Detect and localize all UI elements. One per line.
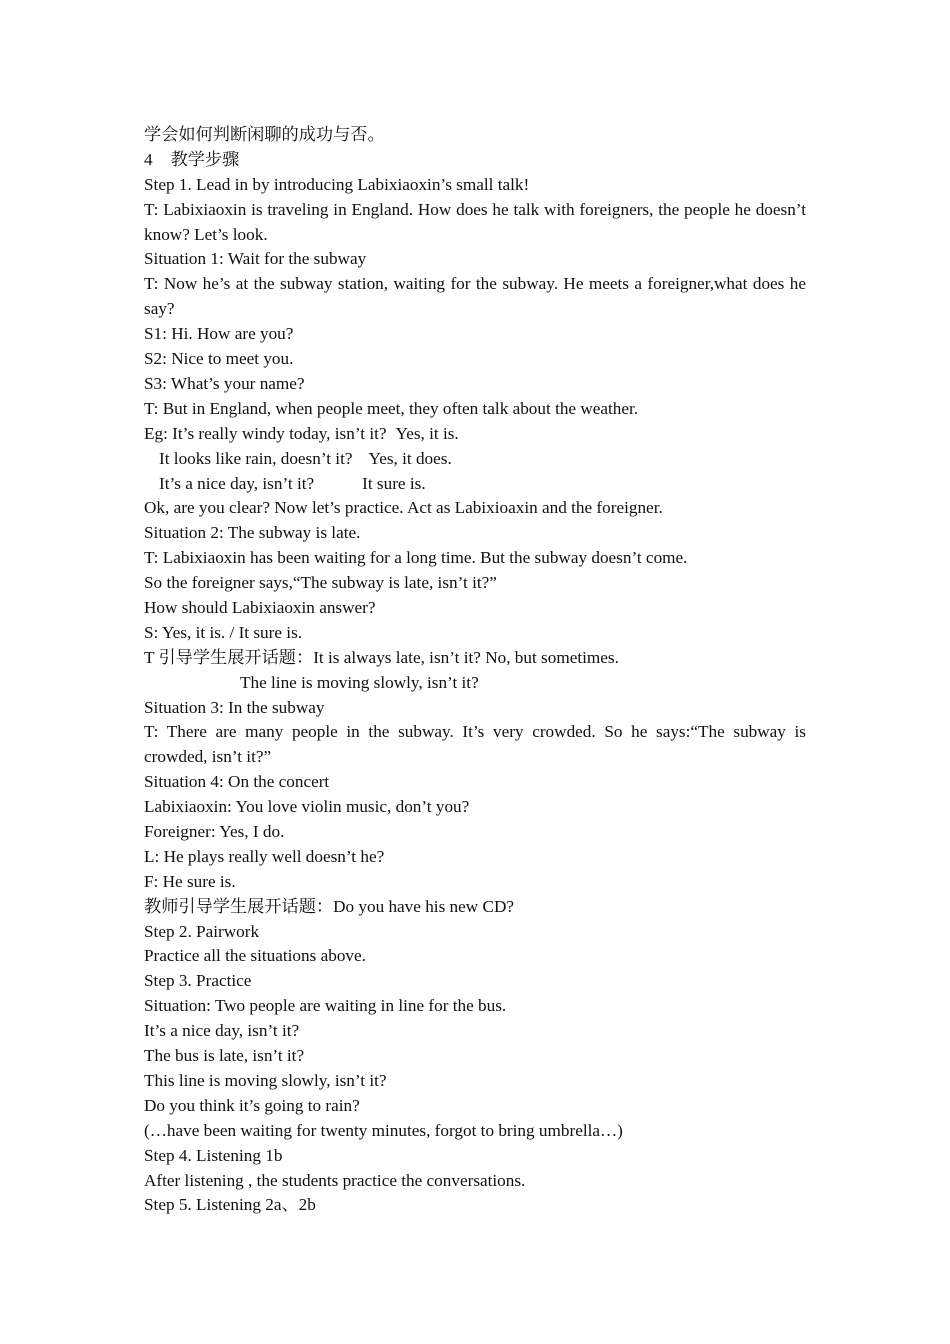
text-line: How should Labixiaoxin answer? [144, 597, 376, 617]
text-line: It’s a nice day, isn’t it? [144, 1021, 300, 1041]
situation-heading: Situation 1: Wait for the subway [144, 249, 367, 269]
text-line: (…have been waiting for twenty minutes, forgot to bring umbrella…) [144, 1120, 623, 1140]
text-line: S1: Hi. How are you? [144, 324, 294, 344]
english-text: It is always late, isn’t it? No, but sometimes. [313, 647, 619, 667]
text-line: Labixiaoxin: You love violin music, don’t you? [144, 797, 470, 817]
text-line: L: He plays really well doesn’t he? [144, 846, 385, 866]
example-line [144, 422, 806, 447]
english-text: Do you have his new CD? [333, 896, 514, 916]
text-line: Situation: Two people are waiting in line for the bus. [144, 996, 507, 1016]
situation-heading: Situation 2: The subway is late. [144, 523, 361, 543]
example-question: It looks like rain, doesn’t it? [159, 448, 353, 468]
paragraph: T: Now he’s at the subway station, waiting for the subway. He meets a foreigner,what does he say? [144, 274, 806, 319]
situation-heading: Situation 3: In the subway [144, 697, 325, 717]
text-line [144, 646, 806, 671]
situation-heading: Situation 4: On the concert [144, 772, 330, 792]
text-line: So the foreigner says,“The subway is late, isn’t it?” [144, 573, 497, 593]
example-question: Eg: It’s really windy today, isn’t it? [144, 423, 387, 443]
text-line: 学会如何判断闲聊的成功与否。 [144, 125, 385, 144]
text-line: The line is moving slowly, isn’t it? [240, 672, 479, 692]
text-line: Do you think it’s going to rain? [144, 1095, 360, 1115]
step-heading: Step 5. Listening 2a、2b [144, 1195, 316, 1215]
text-line: T: Labixiaoxin has been waiting for a long time. But the subway doesn’t come. [144, 548, 688, 568]
text-line: Ok, are you clear? Now let’s practice. Act as Labixioaxin and the foreigner. [144, 498, 663, 518]
text-line: Foreigner: Yes, I do. [144, 822, 285, 842]
document-body [144, 123, 806, 1218]
example-line [144, 472, 806, 497]
example-question: It’s a nice day, isn’t it? [159, 473, 315, 493]
section-heading [144, 148, 806, 173]
text-line: T: But in England, when people meet, they often talk about the weather. [144, 398, 639, 418]
example-answer: Yes, it is. [395, 423, 459, 443]
step-heading: Step 2. Pairwork [144, 921, 260, 941]
section-title: 教学步骤 [170, 149, 240, 169]
step-heading: Step 4. Listening 1b [144, 1145, 283, 1165]
text-line [144, 895, 806, 920]
text-line: This line is moving slowly, isn’t it? [144, 1070, 387, 1090]
chinese-label: T 引导学生展开话题： [144, 647, 314, 667]
step-heading: Step 1. Lead in by introducing Labixiaoxin’s small talk! [144, 174, 530, 194]
step-heading: Step 3. Practice [144, 971, 252, 991]
paragraph: T: There are many people in the subway. It’s very crowded. So he says:“The subway is crowded, isn’t it?” [144, 722, 806, 767]
chinese-label: 教师引导学生展开话题： [144, 896, 334, 916]
text-line: S3: What’s your name? [144, 373, 305, 393]
text-line: Practice all the situations above. [144, 946, 366, 966]
text-line: S: Yes, it is. / It sure is. [144, 622, 303, 642]
text-line: The bus is late, isn’t it? [144, 1046, 305, 1066]
text-line: S2: Nice to meet you. [144, 349, 294, 369]
example-answer: It sure is. [362, 473, 426, 493]
text-line: F: He sure is. [144, 871, 236, 891]
paragraph: T: Labixiaoxin is traveling in England. How does he talk with foreigners, the people he doesn’t know? Let’s look. [144, 199, 806, 244]
section-number: 4 [144, 149, 153, 169]
example-line [144, 447, 806, 472]
text-line: After listening , the students practice the conversations. [144, 1170, 526, 1190]
example-answer: Yes, it does. [368, 448, 452, 468]
